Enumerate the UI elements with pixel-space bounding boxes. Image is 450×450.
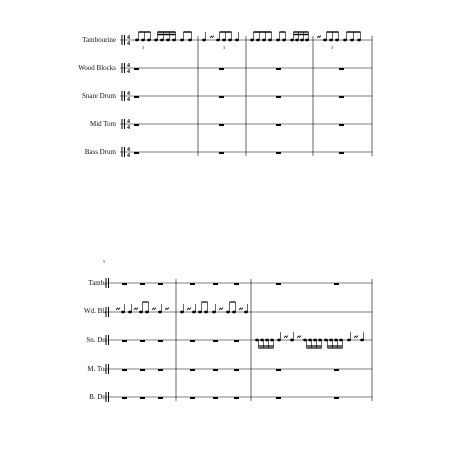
note (228, 32, 231, 41)
note (282, 32, 285, 41)
svg-text:4: 4 (127, 41, 130, 47)
note (222, 32, 225, 41)
note (300, 32, 303, 41)
note (343, 32, 346, 41)
rest (116, 308, 120, 311)
note (305, 32, 308, 41)
note (172, 32, 175, 41)
note (216, 32, 219, 41)
whole-rests (134, 68, 344, 154)
note (295, 32, 298, 41)
measure-number: 5 (103, 259, 105, 264)
note (141, 32, 144, 41)
note (347, 332, 350, 341)
rest (152, 308, 156, 311)
note (204, 302, 207, 313)
svg-text:3: 3 (223, 45, 225, 50)
snare-drum-notes (255, 332, 363, 348)
note (270, 339, 273, 348)
note (308, 339, 311, 348)
note (250, 32, 253, 41)
note (339, 339, 342, 348)
note (145, 302, 148, 313)
note (188, 32, 191, 41)
note (276, 32, 279, 41)
note (192, 304, 195, 313)
note (262, 32, 265, 41)
note (277, 332, 280, 341)
staff-label-b-dr: B. Dr. (89, 393, 106, 401)
svg-text:4: 4 (127, 153, 130, 159)
note (256, 32, 259, 41)
svg-text:4: 4 (127, 91, 130, 97)
note (235, 32, 238, 41)
note (135, 32, 138, 41)
note (357, 32, 360, 41)
note (265, 339, 268, 348)
svg-text:4: 4 (127, 69, 130, 75)
note (158, 304, 161, 313)
rest (210, 36, 214, 39)
svg-text:4: 4 (127, 125, 130, 131)
rest (297, 336, 301, 339)
svg-text:3: 3 (142, 45, 144, 50)
rest (284, 336, 288, 339)
note (198, 302, 201, 313)
rest (187, 308, 191, 311)
note (202, 32, 205, 41)
staff-label-wood-blocks: Wood Blocks (78, 64, 116, 72)
note (290, 32, 293, 41)
rest (317, 36, 321, 39)
note (244, 304, 247, 313)
note (212, 304, 215, 313)
staff-label-sn-dr: Sn. Dr. (86, 336, 106, 344)
note (139, 302, 142, 313)
note (166, 32, 169, 41)
note (260, 339, 263, 348)
rest (239, 308, 243, 311)
rest (165, 308, 169, 311)
note (255, 339, 258, 348)
note (323, 32, 326, 41)
time-signature (127, 35, 130, 159)
note (350, 32, 353, 41)
note (128, 304, 131, 313)
tuplet-numbers (142, 45, 333, 50)
note (180, 32, 183, 41)
svg-text:4: 4 (127, 35, 130, 41)
svg-text:4: 4 (127, 63, 130, 69)
system-1 (120, 32, 372, 159)
note (313, 339, 316, 348)
note (290, 332, 293, 341)
note (268, 32, 271, 41)
note (329, 32, 332, 41)
svg-text:4: 4 (127, 147, 130, 153)
staff-label-snare-drum: Snare Drum (81, 92, 116, 100)
note (318, 339, 321, 348)
svg-text:3: 3 (331, 45, 333, 50)
staff-label-wd-bl: Wd. Bl. (84, 307, 106, 315)
note (180, 304, 183, 313)
note (360, 332, 363, 341)
rest (219, 308, 223, 311)
rest (354, 336, 358, 339)
note (232, 302, 235, 313)
staff-label-m-to: M. To. (87, 365, 106, 373)
note (121, 304, 124, 313)
staff-label-mid-tom: Mid Tom (89, 120, 116, 128)
note (160, 32, 163, 41)
note (147, 32, 150, 41)
note (154, 32, 157, 41)
staff-label-bass-drum: Bass Drum (84, 148, 116, 156)
svg-text:4: 4 (127, 119, 130, 125)
staff-label-tambourine: Tambourine (82, 36, 116, 44)
note (335, 32, 338, 41)
rest (134, 308, 138, 311)
note (334, 339, 337, 348)
note (226, 302, 229, 313)
note (329, 339, 332, 348)
note (324, 339, 327, 348)
system-2 (103, 259, 372, 402)
wood-block-notes (116, 302, 248, 313)
staff-label-tamb: Tamb. (88, 279, 106, 287)
svg-text:4: 4 (127, 97, 130, 103)
note (303, 339, 306, 348)
